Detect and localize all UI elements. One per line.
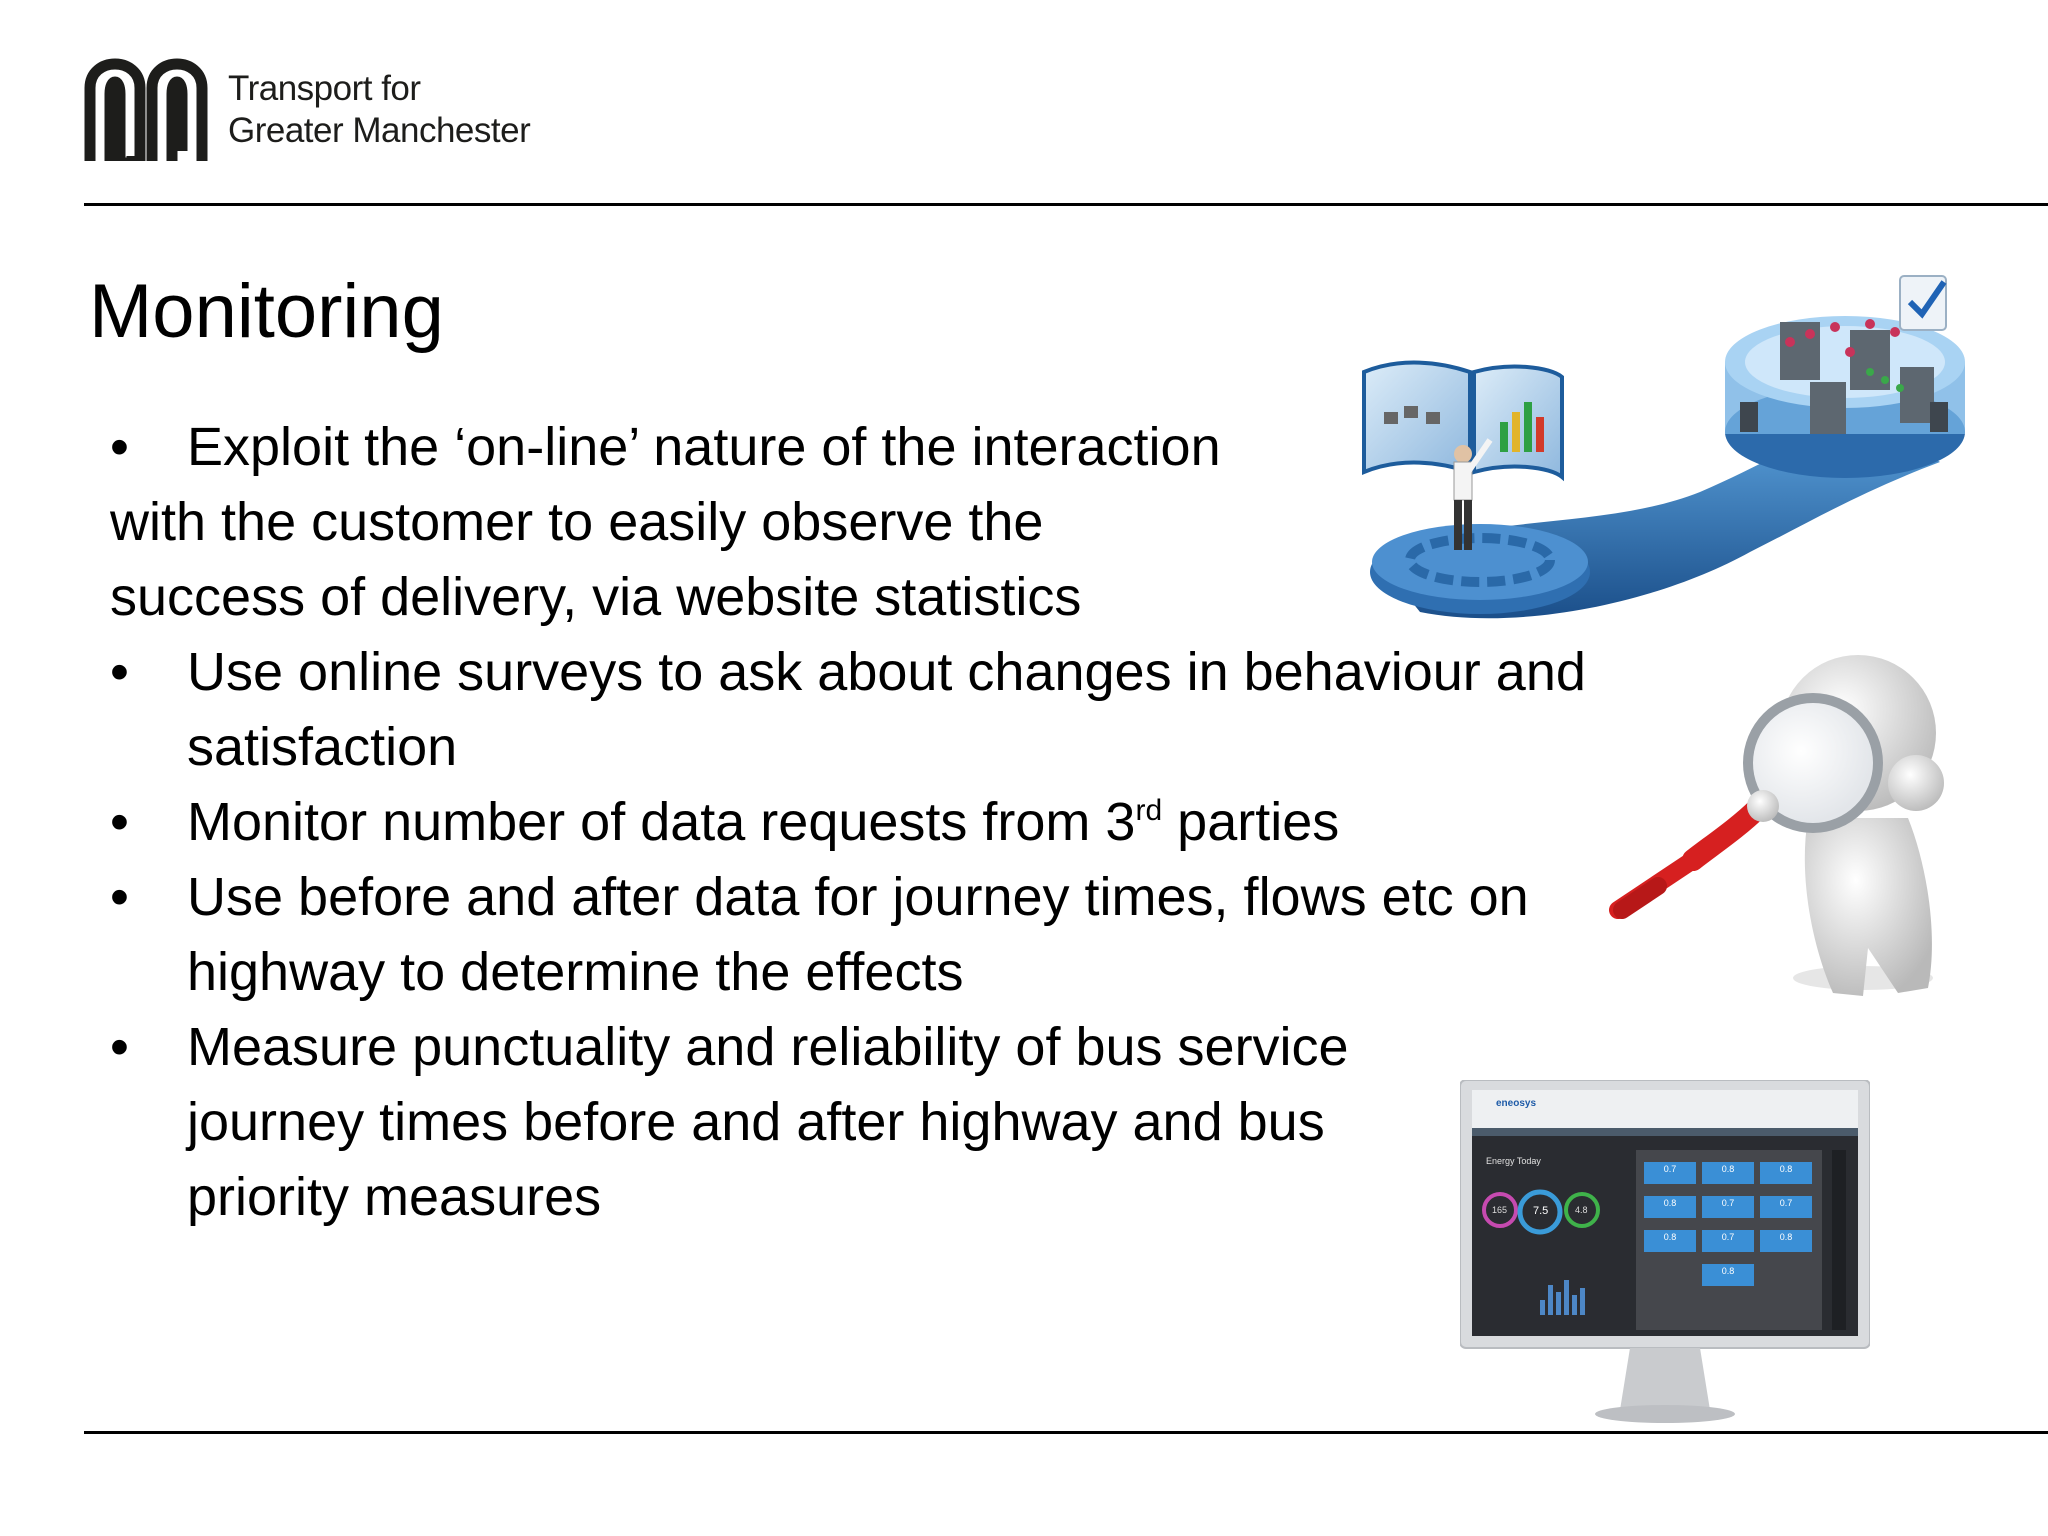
tile: 0.8 [1644,1196,1696,1218]
bullet-1-line-3: success of delivery, via website statistics [110,567,1082,627]
monitor-panel-title: Energy Today [1486,1156,1541,1166]
tfgm-m-logo-icon [84,46,208,161]
logo-wordmark [228,68,548,152]
bullet-marker: • [110,642,129,702]
bullet-item-2 [110,635,1586,785]
tile: 0.7 [1702,1230,1754,1252]
tile: 0.7 [1702,1196,1754,1218]
bullet-item-4 [110,860,1570,1010]
gauge-value-1: 165 [1492,1205,1508,1215]
tile: 0.8 [1702,1264,1754,1286]
bullet-3-superscript: rd [1135,794,1163,827]
tile: 0.8 [1760,1230,1812,1252]
bullet-marker: • [110,867,129,927]
bullet-marker: • [110,417,129,477]
bullet-3-prefix: Monitor number of data requests from 3 [187,792,1136,852]
energy-dashboard-monitor-icon [1460,1080,1870,1425]
logo-line-2: Greater Manchester [228,111,531,150]
tile: 0.8 [1644,1230,1696,1252]
bullet-marker: • [110,1017,129,1077]
gauge-value-3: 4.8 [1575,1205,1588,1215]
monitor-brand: eneosys [1496,1098,1537,1109]
bullet-item-5 [110,1010,1570,1235]
bullet-1-line-1: Exploit the ‘on-line’ nature of the interaction [187,417,1221,477]
data-network-illustration-icon [1340,262,1980,642]
tile-grid [1644,1162,1814,1286]
tfgm-logo [84,46,544,161]
magnifying-glass-figure-icon [1598,648,1978,1038]
logo-line-1: Transport for [228,69,421,108]
bullet-4-text: Use before and after data for journey times, flows etc on highway to determine the effects [187,867,1529,1002]
slide-title: Monitoring [89,269,444,354]
header-divider [84,203,2048,206]
bullet-item-3 [110,785,1570,860]
bullet-3-suffix: parties [1162,792,1340,852]
bullet-2-text: Use online surveys to ask about changes in behaviour and satisfaction [187,642,1586,777]
footer-divider [84,1431,2048,1434]
tile: 0.7 [1760,1196,1812,1218]
tile: 0.7 [1644,1162,1696,1184]
bullet-1-line-2: with the customer to easily observe the [110,492,1044,552]
tile: 0.8 [1760,1162,1812,1184]
gauge-value-2: 7.5 [1533,1205,1549,1217]
bullet-3-text [187,785,1570,860]
tile: 0.8 [1702,1162,1754,1184]
bullet-marker: • [110,792,129,852]
bullet-5-text: Measure punctuality and reliability of bus service journey times before and after highway and bus priority measures [187,1017,1349,1227]
